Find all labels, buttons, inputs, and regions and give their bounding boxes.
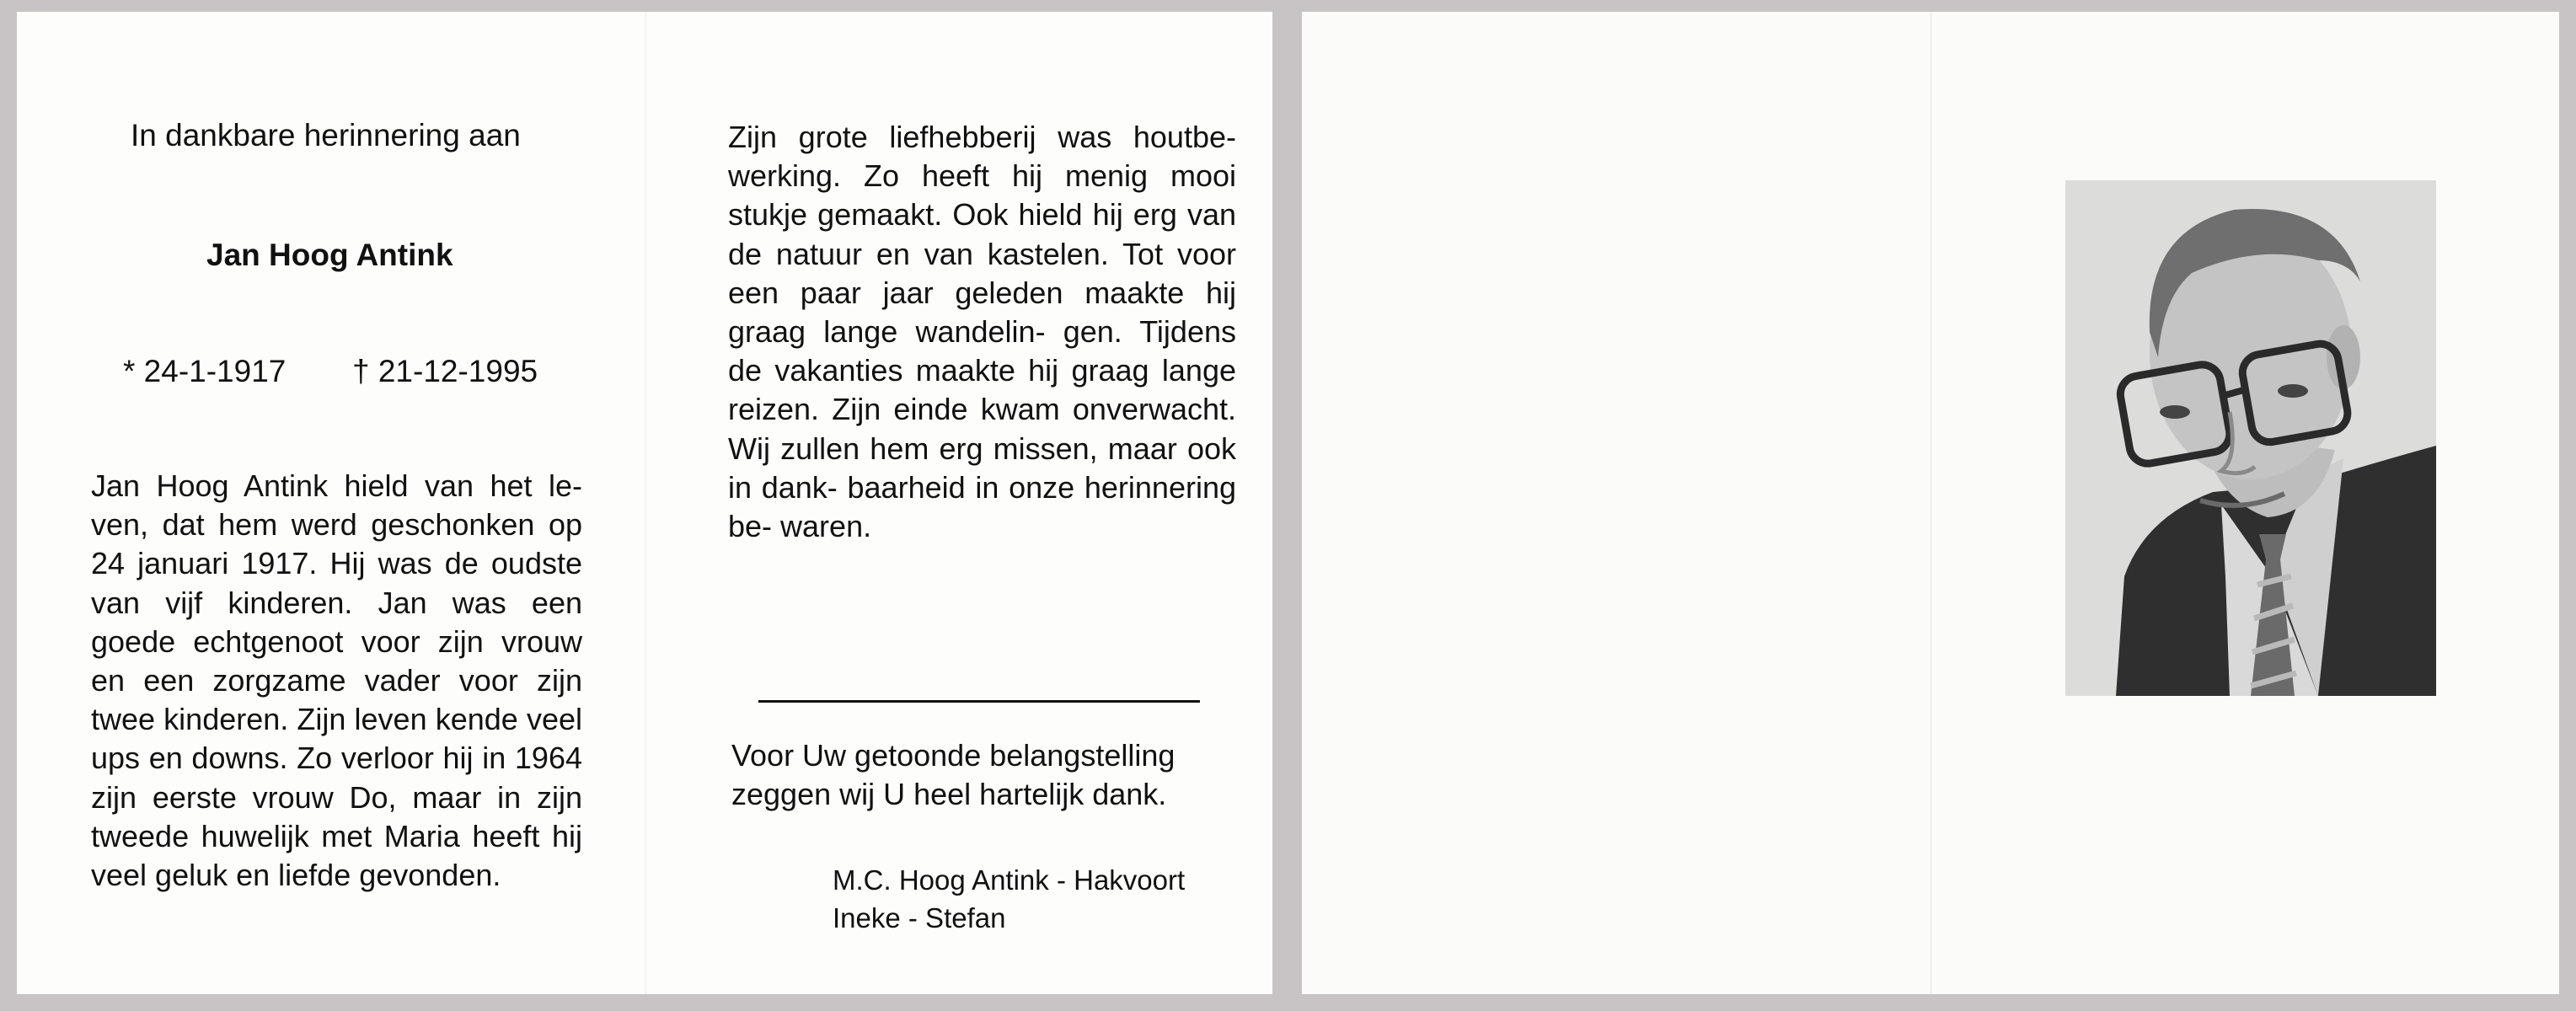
card-heading: In dankbare herinnering aan — [131, 118, 521, 152]
signature-line-1: M.C. Hoog Antink - Hakvoort — [833, 864, 1186, 896]
hobby-text — [728, 118, 1236, 546]
memorial-card-photo-side — [1302, 12, 2559, 994]
thanks-paragraph: Voor Uw getoonde belangstelling zeggen wij U heel hartelijk dank. — [731, 738, 1176, 811]
birth-date: * 24-1-1917 — [123, 354, 287, 388]
card-fold-line — [1930, 12, 1932, 994]
biography-paragraph: Jan Hoog Antink hield van het le- ven, dat hem werd geschonken op 24 januari 1917. Hij was de oudste van vijf kinderen. Jan was een goede echtgenoot voor zijn vrouw en een zorgzame vader voor zijn twee kinderen. Zijn leven kende veel ups en downs. Zo verloor hij in 1964 zijn eerste vrouw Do, maar in zijn tweede huwelijk met Maria heeft hij veel geluk en liefde gevonden. — [91, 468, 582, 893]
card-fold-line — [645, 12, 647, 994]
deceased-name: Jan Hoog Antink — [206, 238, 453, 272]
thanks-text — [731, 736, 1254, 814]
memorial-card-text-side — [17, 12, 1272, 994]
biography-text — [91, 467, 582, 895]
portrait-photo-icon — [2065, 180, 2436, 696]
family-signature — [833, 861, 1185, 937]
hobby-paragraph: Zijn grote liefhebberij was houtbe- werking. Zo heeft hij menig mooi stukje gemaakt. Ook hield hij erg van de natuur en van kastelen. Tot voor een paar jaar geleden maakte hij graag lange wandelin- gen. Tijdens de vakanties maakte hij graag lange reizen. Zijn einde kwam onverwacht. Wij zullen hem erg missen, maar ook in dank- baarheid in onze herinnering be- waren. — [728, 120, 1236, 544]
death-date: † 21-12-1995 — [352, 354, 538, 388]
divider-line — [758, 700, 1200, 703]
signature-line-2: Ineke - Stefan — [833, 902, 1006, 933]
portrait-photo — [2065, 180, 2436, 696]
